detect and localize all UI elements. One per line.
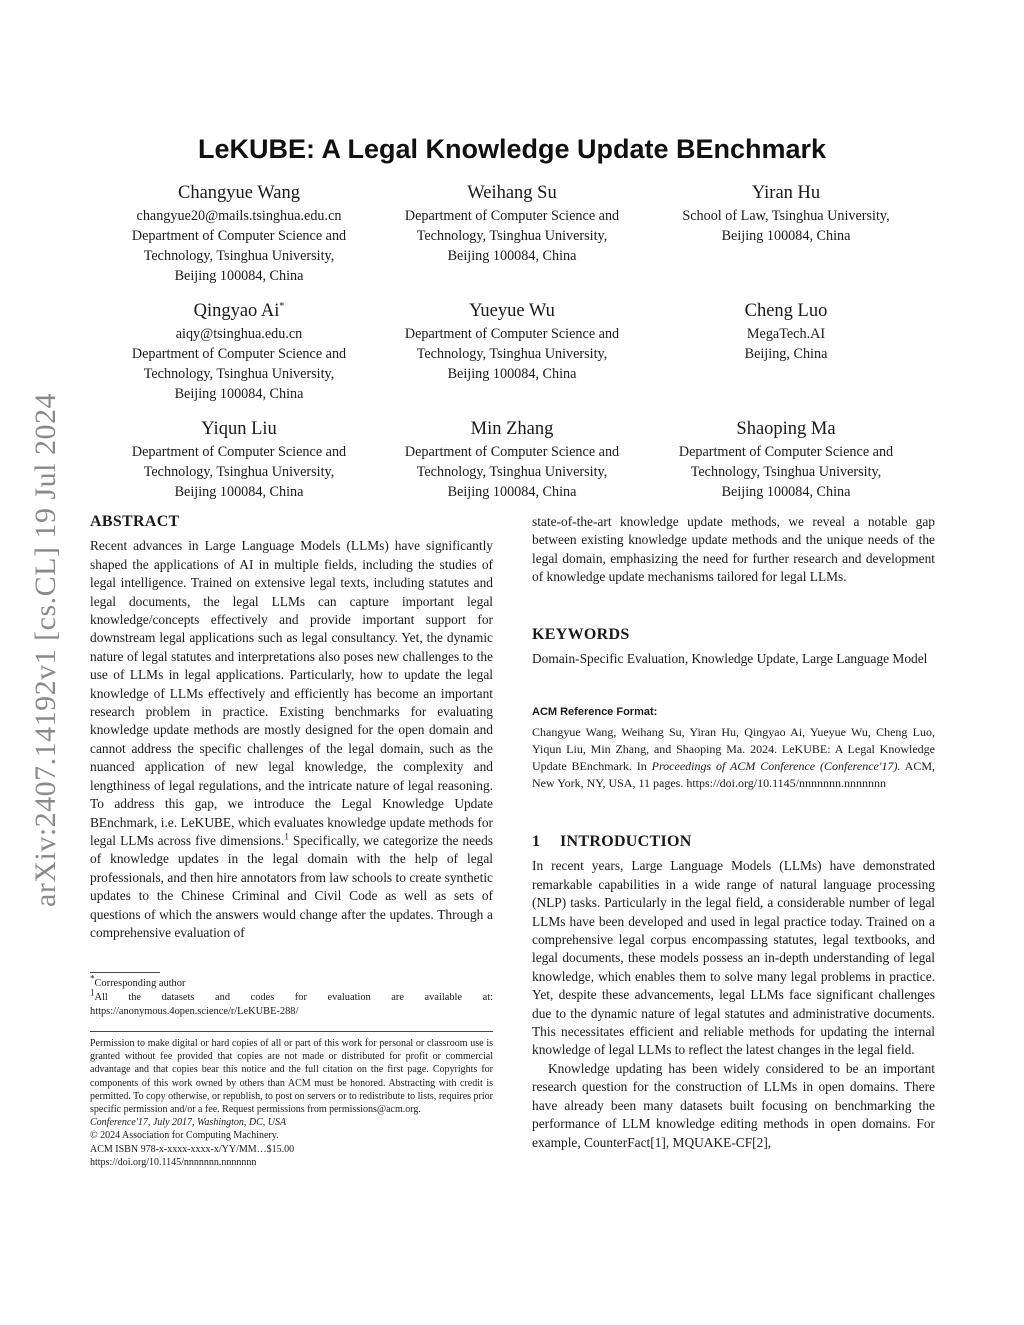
author-affiliation: Technology, Tsinghua University,: [143, 366, 335, 382]
paper-title: LeKUBE: A Legal Knowledge Update BEnchmark: [197, 134, 827, 164]
isbn-text: ACM ISBN 978-x-xxxx-xxxx-x/YY/MM…$15.00: [90, 1143, 295, 1155]
author-affiliation: Beijing 100084, China: [721, 484, 851, 500]
author-name: Shaoping Ma: [736, 419, 836, 439]
arxiv-stamp: arXiv:2407.14192v1 [cs.CL] 19 Jul 2024: [29, 393, 62, 907]
author-block: [651, 299, 921, 364]
author-affiliation: School of Law, Tsinghua University,: [682, 208, 890, 224]
abstract-section: [90, 513, 493, 942]
author-affiliation: MegaTech.AI: [746, 326, 826, 342]
author-affiliation: Technology, Tsinghua University,: [143, 464, 335, 480]
author-affiliation: Beijing 100084, China: [174, 268, 304, 284]
author-email: changyue20@mails.tsinghua.edu.cn: [136, 208, 342, 224]
author-affiliation: Beijing 100084, China: [174, 484, 304, 500]
introduction-paragraph: Knowledge updating has been widely considered to be an important research question for the construction of LLMs in open domains. There have already been many datasets built focusing on benchmarking the performance of LLM knowledge editing methods in open domains. For example, CounterFact[1], MQUAKE-CF[2],: [532, 1060, 935, 1150]
abstract-continued: [532, 513, 935, 587]
author-affiliation: Technology, Tsinghua University,: [690, 464, 882, 480]
author-block: [377, 181, 647, 266]
author-name: Cheng Luo: [744, 301, 828, 321]
author-block: [377, 299, 647, 384]
introduction-paragraph: In recent years, Large Language Models (LLMs) have demonstrated remarkable capabilities in a wide range of natural language processing (NLP) tasks. Particularly in the legal field, a considerable number of legal LLMs have been developed and used in legal practice today. Trained on a comprehensive legal corpus encompassing statutes, legal textbooks, and legal documents, these models possess an in-depth understanding of legal knowledge, which enables them to solve many legal problems in practice. Yet, despite these advancements, legal LLMs face significant challenges due to the dynamic nature of legal statutes and administrative documents. This necessitates efficient and reliable methods for updating the internal knowledge of legal LLMs to reflect the latest changes in the legal field.: [532, 858, 935, 1058]
introduction-section: [532, 833, 935, 1152]
corresponding-mark: *: [279, 300, 285, 312]
author-block: [651, 181, 921, 246]
keywords-text: Domain-Specific Evaluation, Knowledge Update, Large Language Model: [532, 651, 928, 667]
doi-link[interactable]: https://doi.org/10.1145/nnnnnnn.nnnnnnn: [90, 1156, 257, 1168]
keywords-section: [532, 626, 935, 669]
author-affiliation: Beijing 100084, China: [447, 484, 577, 500]
introduction-heading: 1 INTRODUCTION: [532, 833, 692, 850]
author-affiliation: Beijing 100084, China: [447, 366, 577, 382]
author-affiliation: Technology, Tsinghua University,: [143, 248, 335, 264]
author-affiliation: Department of Computer Science and: [131, 346, 347, 362]
conference-info: Conference'17, July 2017, Washington, DC, USA: [90, 1117, 287, 1129]
author-block: [104, 181, 374, 286]
acm-reference-text: Changyue Wang, Weihang Su, Yiran Hu, Qingyao Ai, Yueyue Wu, Cheng Luo, Yiqun Liu, Min Zhang, and Shaoping Ma. 2024. LeKUBE: A Legal Knowledge Update BEnchmark. In Proceedings of ACM Conference (Conference'17). ACM, New York, NY, USA, 11 pages. https://doi.org/10.1145/nnnnnnn.nnnnnnn: [532, 725, 935, 791]
author-affiliation: Technology, Tsinghua University,: [416, 346, 608, 362]
author-affiliation: Beijing, China: [744, 346, 828, 362]
footnote-rule: [90, 972, 160, 973]
author-name: Qingyao Ai*: [193, 300, 285, 321]
author-name: Changyue Wang: [178, 183, 300, 203]
author-affiliation: Technology, Tsinghua University,: [416, 464, 608, 480]
author-affiliation: Beijing 100084, China: [721, 228, 851, 244]
author-name: Yiqun Liu: [201, 419, 277, 439]
acm-reference-section: [532, 703, 935, 792]
copyright-text: © 2024 Association for Computing Machinery.: [90, 1130, 279, 1142]
author-affiliation: Department of Computer Science and: [131, 228, 347, 244]
author-affiliation: Department of Computer Science and: [678, 444, 894, 460]
author-block: [104, 417, 374, 502]
author-affiliation: Technology, Tsinghua University,: [416, 228, 608, 244]
permission-rule: [90, 1031, 493, 1032]
footnote-data: $^1$All the datasets and codes for evaluation are available at:: [90, 987, 493, 1003]
author-name: Min Zhang: [470, 419, 554, 439]
abstract-heading: ABSTRACT: [90, 513, 180, 530]
keywords-heading: KEYWORDS: [532, 626, 630, 643]
footnotes: [90, 973, 493, 1019]
permission-text: Permission to make digital or hard copies of all or part of this work for personal or classroom use is granted without fee provided that copies are not made or distributed for profit or commercial advantage and that copies bear this notice and the full citation on the first page. Copyrights for components of this work owned by others than ACM must be honored. Abstracting with credit is permitted. To copy otherwise, or republish, to post on servers or to redistribute to lists, requires prior specific permission and/or a fee. Request permissions from permissions@acm.org.: [90, 1038, 493, 1116]
acm-reference-heading: ACM Reference Format:: [532, 706, 658, 718]
author-name: Yueyue Wu: [469, 301, 555, 321]
author-affiliation: Department of Computer Science and: [404, 444, 620, 460]
author-affiliation: Beijing 100084, China: [174, 386, 304, 402]
author-block: [377, 417, 647, 502]
permission-block: [90, 1037, 493, 1169]
abstract-text-continued: state-of-the-art knowledge update methods, we reveal a notable gap between existing knowledge update methods and the unique needs of the legal domain, emphasizing the need for further research and development of knowledge update mechanisms tailored for legal LLMs.: [532, 514, 935, 585]
footnote-url[interactable]: https://anonymous.4open.science/r/LeKUBE-288/: [90, 1006, 299, 1017]
footnote-corresponding: *Corresponding author: [90, 973, 186, 989]
abstract-text: Recent advances in Large Language Models (LLMs) have significantly shaped the applications of AI in multiple fields, including the studies of legal intelligence. Trained on extensive legal texts, including statutes and legal documents, the legal LLMs can capture important legal knowledge/concepts effectively and provide important support for downstream legal applications such as legal consultancy. Yet, the dynamic nature of legal statutes and interpretations also poses new challenges to the use of LLMs in legal applications. Particularly, how to update the legal knowledge of LLMs effectively and efficiently has become an important research problem in practice. Existing benchmarks for evaluating knowledge update methods are mostly designed for the open domain and cannot address the specific challenges of the legal domain, such as the nuanced application of new legal knowledge, the complexity and lengthiness of legal regulations, and the intricate nature of legal reasoning. To address this gap, we introduce the Legal Knowledge Update BEnchmark, i.e. LeKUBE, which evaluates knowledge update methods for legal LLMs across five dimensions.$^1$ Specifically, we categorize the needs of knowledge updates in the legal domain with the help of legal professionals, and then hire annotators from law schools to create synthetic updates to the Chinese Criminal and Civil Code as well as sets of questions of which the answers would change after the updates. Through a comprehensive evaluation of: [90, 538, 493, 940]
author-affiliation: Department of Computer Science and: [404, 208, 620, 224]
footnote-mark: 1: [284, 831, 289, 842]
author-block: [104, 299, 374, 404]
author-affiliation: Department of Computer Science and: [131, 444, 347, 460]
author-name: Weihang Su: [467, 183, 557, 203]
author-name: Yiran Hu: [751, 183, 821, 203]
author-block: [651, 417, 921, 502]
author-email: aiqy@tsinghua.edu.cn: [175, 326, 303, 342]
author-affiliation: Beijing 100084, China: [447, 248, 577, 264]
author-affiliation: Department of Computer Science and: [404, 326, 620, 342]
